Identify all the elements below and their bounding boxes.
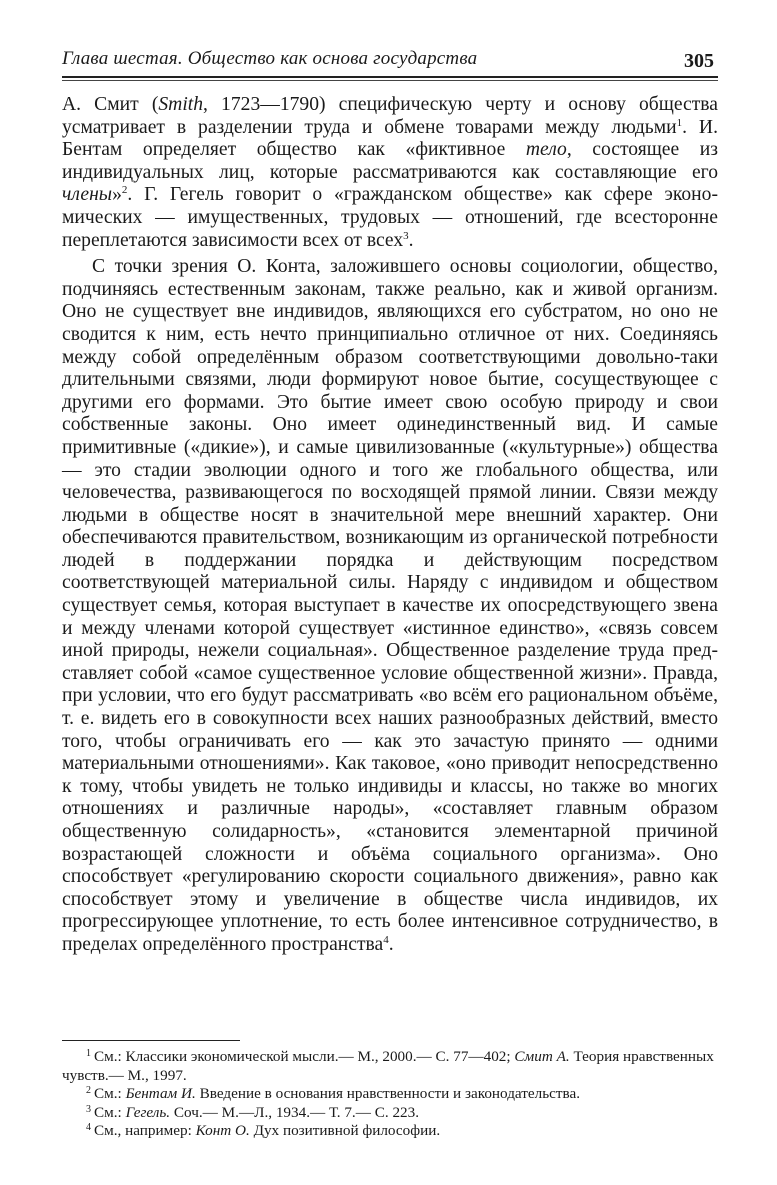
text-run: Введение в основания нравственности и законодательства.: [195, 1085, 581, 1103]
footnote-4: [62, 1122, 722, 1141]
text-run: См.:: [94, 1085, 126, 1103]
italic-text: Smith: [158, 94, 204, 115]
italic-text: Конт О.: [195, 1122, 250, 1140]
text-run: , 1723—1790) специфическую черту и основу общества усматривает в разделении труда и обмене товарами между людьми: [62, 94, 718, 138]
text-run: Соч.— М.—Л., 1934.— Т. 7.— С. 223.: [170, 1103, 420, 1121]
text-run: . Г. Гегель говорит о «гражданском обществе» как сфере экономических — имущественных, трудовых — отношений, где всесторонне переплетаются зависимости всех от всех: [62, 184, 718, 251]
footnote-rule: [62, 1040, 240, 1041]
text-run: , состоящее из индивидуальных лиц, которые рассматриваются как составляющие его: [62, 139, 718, 183]
text-run: С точки зрения О. Конта, заложившего основы социологии, общество, подчиняясь естественным законам, также реально, как и живой организм. Оно не существует вне индивидов, являющихся его субстратом, но оно не сводится к ним, есть нечто принципиально отличное от них. Соединяясь между собой определённым образом соответствующими довольно-таки длительными связями, люди формируют новое бытие, сосуществующее с другими его формами. Это бытие имеет свою особую природу и свои собственные законы. Оно имеет одинединственный вид. И самые примитивные («дикие»), и самые цивилизованные («культурные») общества — это стадии эволюции одного и того же глобального общества, или человечества, развивающегося по восходящей прямой линии. Связи между людьми в обществе носят в значительной мере внешний характер. Они обеспечиваются правительством, возникающим из органической потребности людей в поддержании порядка и действующим посредством соответствующей материальной силы. Наряду с индивидом и обществом существует семья, которая выступает в качестве их опосредствующего звена и между членами которой существует «истинное единство», «связь совсем иной природы, нежели социальная». Общественное разделение труда представляет собой «самое существенное условие общественной жизни». Правда, при условии, что его будут рассматривать «во всём его рациональном объёме, т. е. видеть его в совокупности всех наших разнообразных действий, вместо того, чтобы ограничивать его — как это зачастую принято — одними материальными отношениями». Как таковое, «оно приводит непосредственно к тому, чтобы увидеть не только индивиды и классы, но также во многих отношениях и различные народы», «составляет главным образом общественную солидарность», «становится элементарной причиной возрастающей сложности и объёма социального организма». Оно способствует «регулированию скорости социального движения», равно как способствует этому и увеличение в обществе числа индивидов, их прогрессирующее уплотнение, то есть более интенсивное сотрудничество, в пределах определённого пространства: [62, 256, 718, 955]
footnote-reference: 2: [121, 184, 128, 197]
italic-text: члены: [62, 184, 113, 206]
footnote-mark: 1: [86, 1048, 91, 1059]
main-text: [62, 94, 718, 957]
footnote-reference: 4: [383, 933, 389, 946]
footnote-mark: 3: [86, 1103, 91, 1115]
text-run: См., например:: [94, 1122, 196, 1140]
header-rule: [62, 76, 718, 78]
text-run: Теория нравственных чувств.— М., 1997.: [62, 1048, 714, 1084]
running-head: [62, 40, 722, 74]
footnote-mark: 2: [86, 1085, 91, 1097]
footnote-1: [62, 1048, 722, 1085]
text-run: .: [408, 229, 414, 251]
italic-text: Бентам И.: [125, 1085, 196, 1103]
italic-text: Гегель.: [125, 1103, 171, 1121]
footnote-reference: 3: [403, 229, 409, 242]
footnotes: [62, 1048, 722, 1141]
italic-text: Смит А.: [514, 1048, 570, 1065]
text-run: А. Смит (: [62, 94, 159, 115]
text-run: См.: Классики экономической мысли.— М., 2000.— С. 77—402;: [94, 1048, 515, 1065]
footnote-2: [62, 1085, 722, 1104]
text-run: »: [112, 184, 122, 206]
text-run: См.:: [94, 1103, 126, 1121]
paragraph-1: [62, 94, 718, 252]
text-run: .: [388, 933, 394, 955]
text-run: Дух позитивной философии.: [249, 1122, 441, 1140]
italic-text: тело: [525, 139, 567, 161]
footnote-3: [62, 1104, 722, 1123]
text-run: . И. Бентам определяет общество как «фиктивное: [62, 116, 718, 161]
header-rule-thin: [62, 80, 718, 81]
footnote-mark: 4: [86, 1122, 91, 1134]
footnote-reference: 1: [676, 116, 683, 129]
running-title: Глава шестая. Общество как основа государства: [62, 48, 478, 69]
paragraph-2: [62, 256, 718, 956]
page-number: 305: [684, 50, 714, 72]
